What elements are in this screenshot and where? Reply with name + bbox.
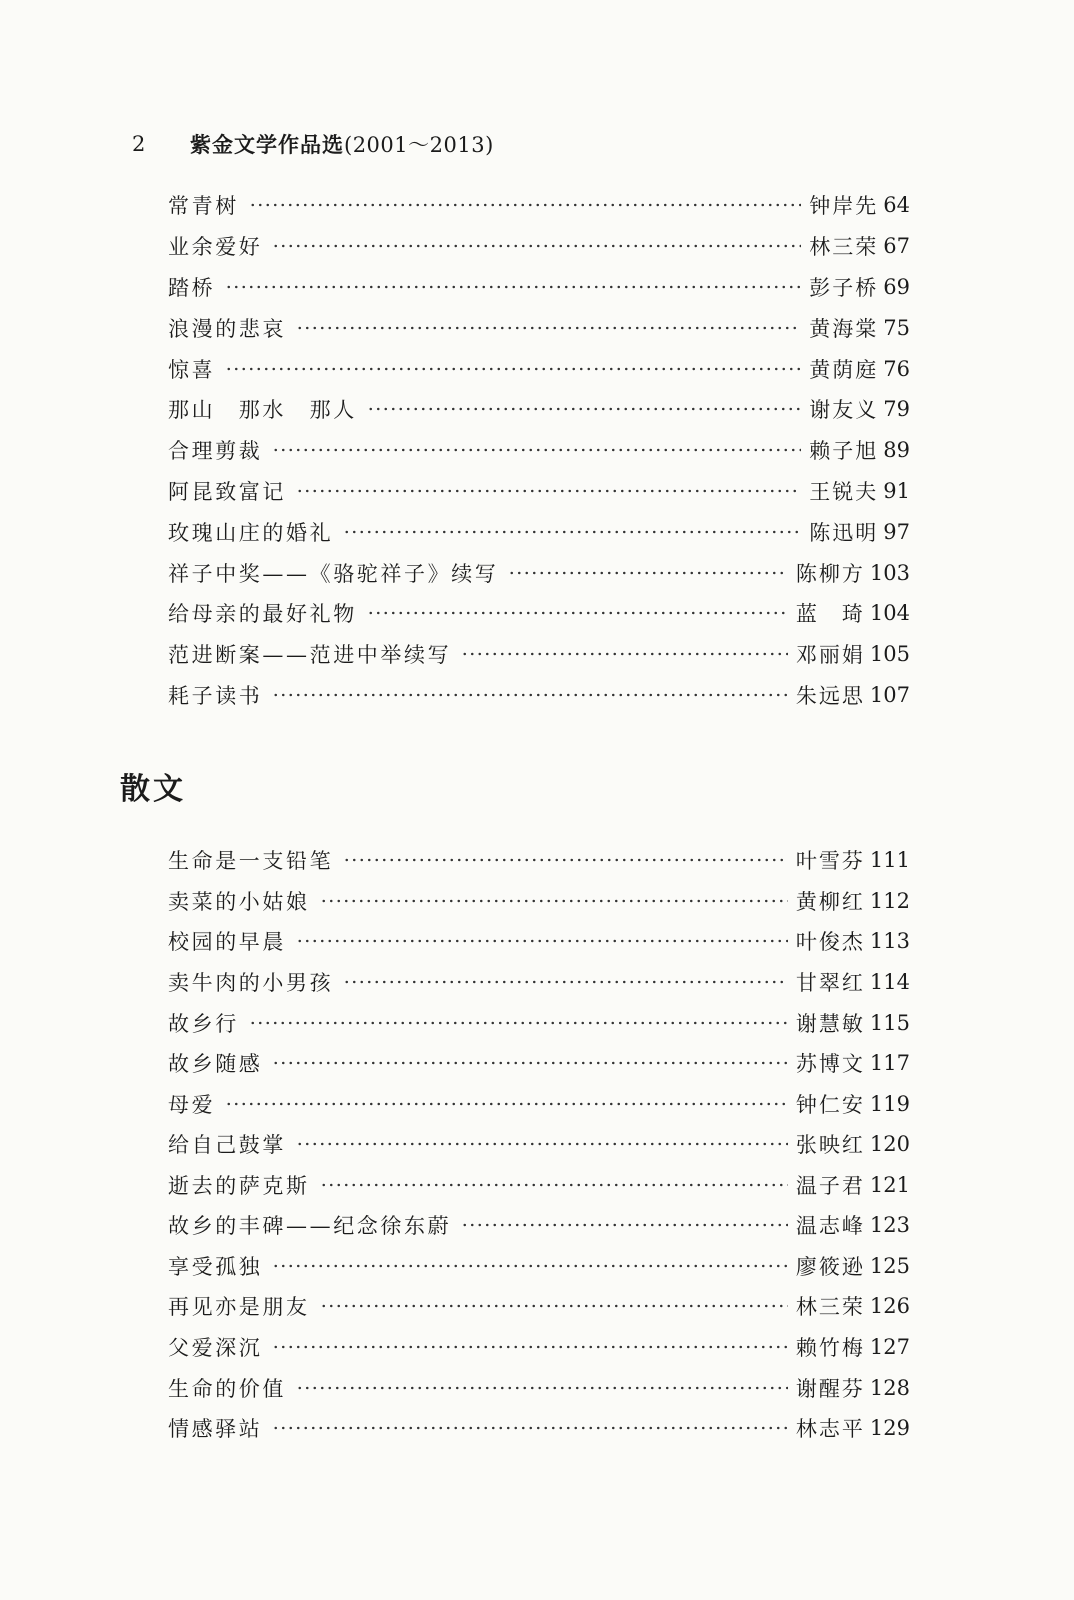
toc-entry [168, 634, 910, 675]
dot-leader [320, 898, 788, 904]
entry-page-number: 123 [869, 1213, 910, 1238]
entry-author: 邓丽娟 [795, 643, 865, 668]
entry-author: 黄海棠 [809, 316, 879, 341]
entry-page-number: 127 [869, 1335, 910, 1360]
toc-entry [168, 511, 910, 552]
toc-entry [168, 267, 910, 308]
dot-leader [225, 1101, 788, 1107]
entry-page-number: 114 [869, 969, 910, 994]
entry-author: 甘翠红 [795, 970, 865, 995]
dot-leader [296, 325, 801, 331]
entry-page-number: 115 [869, 1010, 910, 1035]
entry-title: 玫瑰山庄的婚礼 [168, 520, 334, 545]
entry-page-number: 117 [869, 1051, 910, 1076]
entry-author: 林三荣 [795, 1295, 865, 1320]
entry-page-number: 112 [869, 888, 910, 913]
entry-title: 给母亲的最好礼物 [168, 602, 357, 627]
dot-leader [367, 610, 788, 616]
dot-leader [249, 202, 801, 208]
entry-title: 踏桥 [168, 275, 216, 300]
dot-leader [272, 1263, 788, 1269]
entry-title: 惊喜 [168, 357, 216, 382]
entry-page-number: 113 [869, 929, 910, 954]
entry-author: 谢友义 [809, 398, 879, 423]
entry-title: 故乡随感 [168, 1052, 263, 1077]
dot-leader [272, 1344, 788, 1350]
entry-author: 廖筱逊 [795, 1254, 865, 1279]
toc-entry [168, 593, 910, 634]
dot-leader [296, 488, 801, 494]
entry-author: 温志峰 [795, 1214, 865, 1239]
entry-title: 祥子中奖——《骆驼祥子》续写 [168, 561, 499, 586]
entry-page-number: 129 [869, 1416, 910, 1441]
entry-page-number: 79 [883, 397, 910, 422]
entry-title: 生命的价值 [168, 1376, 286, 1401]
entry-author: 黄荫庭 [809, 357, 879, 382]
entry-title: 范进断案——范进中举续写 [168, 643, 452, 668]
dot-leader [320, 1182, 788, 1188]
dot-leader [508, 570, 788, 576]
entry-author: 苏博文 [795, 1052, 865, 1077]
toc-entry [168, 1043, 910, 1084]
toc-entry [168, 1083, 910, 1124]
dot-leader [225, 366, 801, 372]
toc-entry [168, 471, 910, 512]
entry-author: 赖竹梅 [795, 1336, 865, 1361]
toc-entry [168, 430, 910, 471]
entry-title: 卖牛肉的小男孩 [168, 970, 334, 995]
toc-entry [168, 840, 910, 881]
entry-author: 王锐夫 [809, 479, 879, 504]
entry-title: 逝去的萨克斯 [168, 1173, 310, 1198]
entry-page-number: 75 [883, 315, 910, 340]
toc-entry [168, 921, 910, 962]
entry-page-number: 69 [883, 274, 910, 299]
section-heading-prose: 散文 [120, 772, 186, 807]
entry-title: 情感驿站 [168, 1417, 263, 1442]
entry-author: 蓝 琦 [795, 602, 865, 627]
entry-author: 叶雪芬 [795, 849, 865, 874]
entry-title: 浪漫的悲哀 [168, 316, 286, 341]
dot-leader [343, 857, 788, 863]
dot-leader [296, 1141, 788, 1147]
toc-entry [168, 962, 910, 1003]
dot-leader [343, 529, 801, 535]
entry-page-number: 91 [883, 478, 910, 503]
toc-entry [168, 1165, 910, 1206]
dot-leader [249, 1020, 788, 1026]
entry-title: 母爱 [168, 1092, 216, 1117]
entry-page-number: 105 [869, 642, 910, 667]
toc-entry [168, 1408, 910, 1449]
toc-entry [168, 1124, 910, 1165]
dot-leader [272, 692, 788, 698]
dot-leader [272, 447, 801, 453]
entry-author: 叶俊杰 [795, 930, 865, 955]
toc-entry [168, 1002, 910, 1043]
toc-entry [168, 307, 910, 348]
dot-leader [272, 243, 801, 249]
toc-list-section-1 [168, 185, 910, 715]
entry-page-number: 126 [869, 1294, 910, 1319]
entry-page-number: 76 [883, 356, 910, 381]
entry-page-number: 103 [869, 560, 910, 585]
entry-author: 朱远思 [795, 683, 865, 708]
toc-entry [168, 348, 910, 389]
toc-entry [168, 226, 910, 267]
entry-author: 赖子旭 [809, 439, 879, 464]
dot-leader [461, 1222, 788, 1228]
dot-leader [461, 651, 788, 657]
entry-page-number: 64 [883, 193, 910, 218]
entry-page-number: 121 [869, 1172, 910, 1197]
entry-title: 业余爱好 [168, 235, 263, 260]
entry-author: 彭子桥 [809, 275, 879, 300]
toc-entry [168, 1205, 910, 1246]
entry-author: 张映红 [795, 1133, 865, 1158]
entry-page-number: 67 [883, 234, 910, 259]
dot-leader [272, 1060, 788, 1066]
entry-author: 黄柳红 [795, 889, 865, 914]
toc-entry [168, 552, 910, 593]
entry-title: 父爱深沉 [168, 1336, 263, 1361]
entry-title: 故乡行 [168, 1011, 239, 1036]
entry-author: 陈柳方 [795, 561, 865, 586]
entry-page-number: 125 [869, 1253, 910, 1278]
dot-leader [272, 1425, 788, 1431]
toc-list-section-2 [168, 840, 910, 1448]
running-header [132, 128, 494, 160]
entry-page-number: 89 [883, 438, 910, 463]
entry-title: 给自己鼓掌 [168, 1133, 286, 1158]
entry-title: 故乡的丰碑——纪念徐东蔚 [168, 1214, 452, 1239]
entry-author: 钟仁安 [795, 1092, 865, 1117]
entry-author: 陈迅明 [809, 520, 879, 545]
dot-leader [296, 1385, 788, 1391]
entry-page-number: 128 [869, 1375, 910, 1400]
dot-leader [320, 1303, 788, 1309]
dot-leader [225, 284, 801, 290]
book-title: 紫金文学作品选 [190, 133, 344, 157]
toc-entry [168, 185, 910, 226]
entry-title: 常青树 [168, 194, 239, 219]
entry-title: 享受孤独 [168, 1254, 263, 1279]
toc-entry [168, 881, 910, 922]
toc-entry [168, 1367, 910, 1408]
dot-leader [367, 406, 801, 412]
toc-entry [168, 389, 910, 430]
entry-author: 钟岸先 [809, 194, 879, 219]
entry-author: 谢慧敏 [795, 1011, 865, 1036]
entry-title: 合理剪裁 [168, 439, 263, 464]
entry-author: 林志平 [795, 1417, 865, 1442]
entry-title: 耗子读书 [168, 683, 263, 708]
entry-page-number: 104 [869, 601, 910, 626]
entry-title: 校园的早晨 [168, 930, 286, 955]
entry-author: 温子君 [795, 1173, 865, 1198]
entry-page-number: 107 [869, 682, 910, 707]
entry-title: 生命是一支铅笔 [168, 849, 334, 874]
entry-author: 谢醒芬 [795, 1376, 865, 1401]
toc-entry [168, 1246, 910, 1287]
entry-page-number: 119 [869, 1091, 910, 1116]
entry-page-number: 120 [869, 1132, 910, 1157]
entry-page-number: 97 [883, 519, 910, 544]
entry-page-number: 111 [869, 848, 910, 873]
page-number: 2 [132, 132, 146, 156]
toc-entry [168, 1286, 910, 1327]
toc-entry [168, 675, 910, 716]
toc-entry [168, 1327, 910, 1368]
entry-title: 再见亦是朋友 [168, 1295, 310, 1320]
entry-author: 林三荣 [809, 235, 879, 260]
year-range: (2001～2013) [344, 133, 494, 157]
entry-title: 那山 那水 那人 [168, 398, 357, 423]
dot-leader [343, 979, 788, 985]
entry-title: 阿昆致富记 [168, 479, 286, 504]
dot-leader [296, 938, 788, 944]
entry-title: 卖菜的小姑娘 [168, 889, 310, 914]
